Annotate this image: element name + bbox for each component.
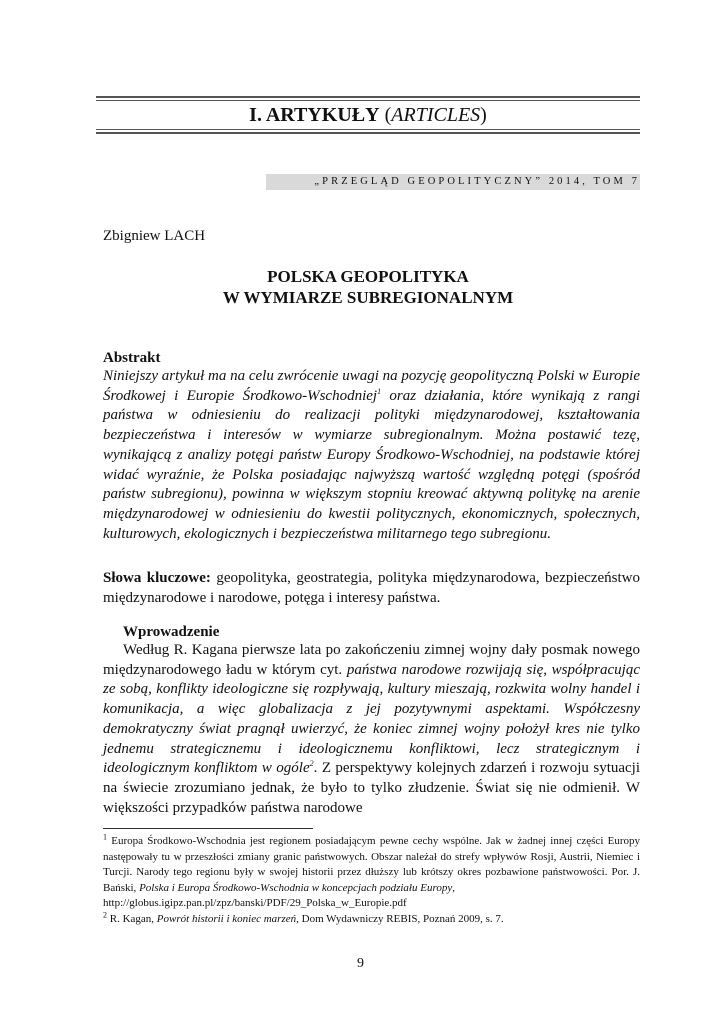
footnotes	[103, 834, 640, 928]
intro-quote: państwa narodowe rozwijają się, współpracując ze sobą, konflikty ideologiczne się rozpływają, kultury mieszają, rozkwita wolny handel i komunikacja, a więc globalizacja z jej pozytywnymi aspektami. Współczesny demokratyczny świat pragnął uwierzyć, że koniec zimnej wojny położył kres nie tylko jednemu strategicznemu i ideologicznemu konfliktowi, lecz strategicznym i ideologicznym konfliktom w ogóle	[103, 661, 641, 777]
section-heading-title: I. ARTYKUŁY	[249, 104, 380, 126]
author-name: Zbigniew LACH	[103, 228, 206, 244]
footnote-1-title: Polska i Europa Środkowo-Wschodnia w koncepcjach podziału Europy	[139, 881, 453, 894]
page-number: 9	[357, 956, 364, 971]
footnote-separator	[103, 828, 313, 829]
header-rule-top-thick	[96, 96, 640, 98]
footnote-ref-2[interactable]: 2	[309, 759, 314, 769]
header-rule-bottom-thick	[96, 132, 640, 134]
article-title	[96, 266, 640, 308]
header-rule-bottom-thin	[96, 129, 640, 130]
journal-running-head: „PRZEGLĄD GEOPOLITYCZNY” 2014, TOM 7	[266, 174, 640, 190]
footnote-2-number: 2	[103, 910, 107, 920]
keywords-text: geopolityka, geostrategia, polityka międzynarodowa, bezpieczeństwo międzynarodowe i narodowe, potęga i interesy państwa.	[103, 570, 640, 606]
footnote-2-title: Powrót historii i koniec marzeń	[156, 912, 297, 925]
abstract-heading: Abstrakt	[103, 350, 161, 366]
article-title-line2: W WYMIARZE SUBREGIONALNYM	[222, 288, 514, 307]
footnote-ref-1[interactable]: 1	[377, 386, 382, 396]
footnote-1-number: 1	[103, 832, 107, 842]
footnote-2-end: , Dom Wydawniczy REBIS, Poznań 2009, s. 7.	[296, 912, 504, 925]
keywords-label: Słowa kluczowe:	[103, 570, 211, 586]
intro-text-plain1: Według R. Kagana pierwsze lata po zakończeniu zimnej wojny dały posmak nowego międzynarodowego ładu w którym cyt.	[103, 642, 640, 678]
footnote-2	[103, 912, 640, 928]
keywords	[103, 569, 640, 608]
footnote-1	[103, 834, 640, 896]
article-title-line1: POLSKA GEOPOLITYKA	[267, 267, 469, 286]
footnote-1-url[interactable]: http://globus.igipz.pan.pl/zpz/banski/PDF/29_Polska_w_Europie.pdf	[103, 897, 407, 910]
section-heading-english: ARTICLES	[391, 104, 481, 126]
abstract-text	[103, 367, 640, 544]
intro-text-plain2: . Z perspektywy kolejnych zdarzeń i rozwoju sytuacji na świecie zrozumiano jednak, że było to tylko złudzenie. Świat się nie odmienił. W większości przypadków państwa narodowe	[103, 760, 641, 816]
abstract-text-part1: Niniejszy artykuł ma na celu zwrócenie uwagi na pozycję geopolityczną Polski w Europie Środkowej i Europie Środkowo-Wschodniej	[103, 368, 640, 404]
section-heading: I. ARTYKUŁY (ARTICLES)	[249, 104, 487, 126]
footnote-1-text: Europa Środkowo-Wschodnia jest regionem posiadającym pewne cechy wspólne. Jak w żadnej innej części Europy następowały tu w przeszłości zmiany granic państwowych. Obszar należał do strefy wpływów Rosji, Austrii, Niemiec i Turcji. Narody tego regionu były w swojej historii przez dłuższy lub krótszy okres pozbawione państwowości. Por. J. Bański,	[103, 835, 640, 894]
intro-paragraph	[103, 641, 640, 818]
intro-heading: Wprowadzenie	[123, 624, 220, 640]
abstract-text-part2: oraz działania, które wynikają z rangi państwa w odniesieniu do realizacji polityki międzynarodowej, kształtowania bezpieczeństwa i interesów w wymiarze subregionalnym. Można postawić tezę, wynikającą z analizy potęgi państw Europy Środkowo-Wschodniej, na podstawie której widać wyraźnie, że Polska posiadając najwyższą wartość względną potęgi (spośród państw subregionu), powinna w większym stopniu kreować aktywną politykę na arenie międzynarodowej w odniesieniu do kwestii politycznych, ekonomicznych, społecznych, kulturowych, ekologicznych i bezpieczeństwa militarnego tego subregionu.	[103, 387, 640, 542]
footnote-2-text: R. Kagan,	[107, 912, 157, 925]
footnote-1-end: ,	[452, 881, 455, 894]
